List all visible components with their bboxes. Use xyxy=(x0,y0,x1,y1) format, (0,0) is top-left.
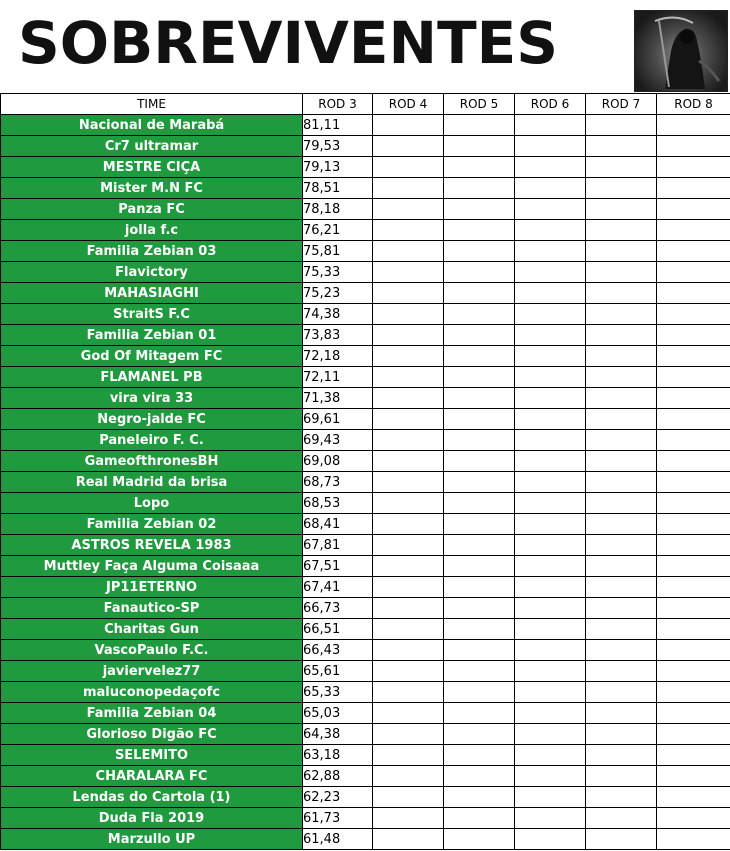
team-name-cell[interactable]: Flavictory xyxy=(1,262,303,283)
rod8-score-cell[interactable] xyxy=(657,430,730,451)
rod7-score-cell[interactable] xyxy=(586,661,657,682)
rod4-score-cell[interactable] xyxy=(373,514,444,535)
table-row[interactable] xyxy=(1,409,730,430)
table-row[interactable] xyxy=(1,766,730,787)
rod7-score-cell[interactable] xyxy=(586,157,657,178)
rod4-score-cell[interactable] xyxy=(373,472,444,493)
rod6-score-cell[interactable] xyxy=(515,115,586,136)
rod6-score-cell[interactable] xyxy=(515,703,586,724)
rod3-score-cell[interactable]: 69,08 xyxy=(303,451,373,472)
rod5-score-cell[interactable] xyxy=(444,430,515,451)
rod8-score-cell[interactable] xyxy=(657,598,730,619)
rod5-score-cell[interactable] xyxy=(444,304,515,325)
team-name-cell[interactable]: GameofthronesBH xyxy=(1,451,303,472)
table-row[interactable] xyxy=(1,787,730,808)
rod7-score-cell[interactable] xyxy=(586,703,657,724)
rod4-score-cell[interactable] xyxy=(373,199,444,220)
table-row[interactable] xyxy=(1,157,730,178)
rod4-score-cell[interactable] xyxy=(373,304,444,325)
table-row[interactable] xyxy=(1,199,730,220)
rod5-score-cell[interactable] xyxy=(444,367,515,388)
rod8-score-cell[interactable] xyxy=(657,115,730,136)
rod7-score-cell[interactable] xyxy=(586,787,657,808)
rod3-score-cell[interactable]: 67,81 xyxy=(303,535,373,556)
rod3-score-cell[interactable]: 66,43 xyxy=(303,640,373,661)
rod6-score-cell[interactable] xyxy=(515,241,586,262)
rod8-score-cell[interactable] xyxy=(657,577,730,598)
rod8-score-cell[interactable] xyxy=(657,661,730,682)
rod3-score-cell[interactable]: 81,11 xyxy=(303,115,373,136)
rod6-score-cell[interactable] xyxy=(515,409,586,430)
rod3-score-cell[interactable]: 62,88 xyxy=(303,766,373,787)
rod6-score-cell[interactable] xyxy=(515,493,586,514)
rod5-score-cell[interactable] xyxy=(444,493,515,514)
rod7-score-cell[interactable] xyxy=(586,199,657,220)
rod8-score-cell[interactable] xyxy=(657,829,730,850)
rod7-score-cell[interactable] xyxy=(586,304,657,325)
team-name-cell[interactable]: MESTRE CIÇA xyxy=(1,157,303,178)
rod8-score-cell[interactable] xyxy=(657,682,730,703)
rod3-score-cell[interactable]: 68,41 xyxy=(303,514,373,535)
rod5-score-cell[interactable] xyxy=(444,598,515,619)
rod7-score-cell[interactable] xyxy=(586,556,657,577)
rod4-score-cell[interactable] xyxy=(373,787,444,808)
team-name-cell[interactable]: jolla f.c xyxy=(1,220,303,241)
rod6-score-cell[interactable] xyxy=(515,325,586,346)
rod8-score-cell[interactable] xyxy=(657,619,730,640)
table-row[interactable] xyxy=(1,178,730,199)
col-header-rod8: ROD 8 xyxy=(657,94,730,115)
rod3-score-cell[interactable]: 67,41 xyxy=(303,577,373,598)
rod7-score-cell[interactable] xyxy=(586,430,657,451)
rod4-score-cell[interactable] xyxy=(373,493,444,514)
rod7-score-cell[interactable] xyxy=(586,829,657,850)
rod8-score-cell[interactable] xyxy=(657,451,730,472)
rod6-score-cell[interactable] xyxy=(515,388,586,409)
rod6-score-cell[interactable] xyxy=(515,640,586,661)
team-name-cell[interactable]: javiervelez77 xyxy=(1,661,303,682)
rod7-score-cell[interactable] xyxy=(586,724,657,745)
team-name-cell[interactable]: FLAMANEL PB xyxy=(1,367,303,388)
rod4-score-cell[interactable] xyxy=(373,598,444,619)
rod4-score-cell[interactable] xyxy=(373,115,444,136)
table-row[interactable] xyxy=(1,136,730,157)
team-name-cell[interactable]: Panza FC xyxy=(1,199,303,220)
table-row[interactable] xyxy=(1,346,730,367)
rod5-score-cell[interactable] xyxy=(444,241,515,262)
rod4-score-cell[interactable] xyxy=(373,808,444,829)
table-row[interactable] xyxy=(1,451,730,472)
team-name-cell[interactable]: Duda Fla 2019 xyxy=(1,808,303,829)
rod8-score-cell[interactable] xyxy=(657,514,730,535)
rod3-score-cell[interactable]: 72,18 xyxy=(303,346,373,367)
rod4-score-cell[interactable] xyxy=(373,451,444,472)
rod8-score-cell[interactable] xyxy=(657,493,730,514)
rod3-score-cell[interactable]: 67,51 xyxy=(303,556,373,577)
rod7-score-cell[interactable] xyxy=(586,598,657,619)
rod5-score-cell[interactable] xyxy=(444,787,515,808)
team-name-cell[interactable]: maluconopedaçofc xyxy=(1,682,303,703)
rod7-score-cell[interactable] xyxy=(586,451,657,472)
rod4-score-cell[interactable] xyxy=(373,829,444,850)
team-name-cell[interactable]: Charitas Gun xyxy=(1,619,303,640)
rod5-score-cell[interactable] xyxy=(444,409,515,430)
table-row[interactable] xyxy=(1,304,730,325)
team-name-cell[interactable]: vira vira 33 xyxy=(1,388,303,409)
team-name-cell[interactable]: Familia Zebian 04 xyxy=(1,703,303,724)
rod5-score-cell[interactable] xyxy=(444,640,515,661)
rod5-score-cell[interactable] xyxy=(444,283,515,304)
rod4-score-cell[interactable] xyxy=(373,766,444,787)
rod5-score-cell[interactable] xyxy=(444,136,515,157)
rod3-score-cell[interactable]: 78,51 xyxy=(303,178,373,199)
table-row[interactable] xyxy=(1,745,730,766)
rod4-score-cell[interactable] xyxy=(373,241,444,262)
rod7-score-cell[interactable] xyxy=(586,535,657,556)
rod7-score-cell[interactable] xyxy=(586,808,657,829)
team-name-cell[interactable]: ASTROS REVELA 1983 xyxy=(1,535,303,556)
rod8-score-cell[interactable] xyxy=(657,535,730,556)
table-row[interactable] xyxy=(1,367,730,388)
grim-reaper-icon xyxy=(634,10,728,92)
rod3-score-cell[interactable]: 73,83 xyxy=(303,325,373,346)
rod5-score-cell[interactable] xyxy=(444,766,515,787)
rod6-score-cell[interactable] xyxy=(515,619,586,640)
rod6-score-cell[interactable] xyxy=(515,157,586,178)
rod3-score-cell[interactable]: 61,48 xyxy=(303,829,373,850)
rod5-score-cell[interactable] xyxy=(444,745,515,766)
table-row[interactable] xyxy=(1,325,730,346)
col-header-rod7: ROD 7 xyxy=(586,94,657,115)
rod7-score-cell[interactable] xyxy=(586,766,657,787)
table-row[interactable] xyxy=(1,220,730,241)
rod5-score-cell[interactable] xyxy=(444,661,515,682)
rod5-score-cell[interactable] xyxy=(444,388,515,409)
rod8-score-cell[interactable] xyxy=(657,283,730,304)
rod4-score-cell[interactable] xyxy=(373,703,444,724)
table-row[interactable] xyxy=(1,640,730,661)
rod8-score-cell[interactable] xyxy=(657,157,730,178)
rod3-score-cell[interactable]: 69,61 xyxy=(303,409,373,430)
rod4-score-cell[interactable] xyxy=(373,409,444,430)
rod4-score-cell[interactable] xyxy=(373,535,444,556)
team-name-cell[interactable]: God Of Mitagem FC xyxy=(1,346,303,367)
rod7-score-cell[interactable] xyxy=(586,220,657,241)
rod6-score-cell[interactable] xyxy=(515,724,586,745)
rod6-score-cell[interactable] xyxy=(515,661,586,682)
rod3-score-cell[interactable]: 69,43 xyxy=(303,430,373,451)
rod6-score-cell[interactable] xyxy=(515,136,586,157)
rod6-score-cell[interactable] xyxy=(515,787,586,808)
table-row[interactable] xyxy=(1,598,730,619)
rod4-score-cell[interactable] xyxy=(373,577,444,598)
rod3-score-cell[interactable]: 75,81 xyxy=(303,241,373,262)
team-name-cell[interactable]: Lopo xyxy=(1,493,303,514)
standings-table xyxy=(0,93,730,850)
team-name-cell[interactable]: SELEMITO xyxy=(1,745,303,766)
rod4-score-cell[interactable] xyxy=(373,346,444,367)
rod3-score-cell[interactable]: 63,18 xyxy=(303,745,373,766)
rod6-score-cell[interactable] xyxy=(515,535,586,556)
rod8-score-cell[interactable] xyxy=(657,640,730,661)
table-row[interactable] xyxy=(1,577,730,598)
title-bar xyxy=(0,0,730,94)
rod5-score-cell[interactable] xyxy=(444,178,515,199)
rod8-score-cell[interactable] xyxy=(657,388,730,409)
rod5-score-cell[interactable] xyxy=(444,262,515,283)
table-row[interactable] xyxy=(1,829,730,850)
team-name-cell[interactable]: StraitS F.C xyxy=(1,304,303,325)
rod8-score-cell[interactable] xyxy=(657,556,730,577)
rod6-score-cell[interactable] xyxy=(515,682,586,703)
team-name-cell[interactable]: Glorioso Digão FC xyxy=(1,724,303,745)
rod5-score-cell[interactable] xyxy=(444,619,515,640)
rod6-score-cell[interactable] xyxy=(515,808,586,829)
rod6-score-cell[interactable] xyxy=(515,829,586,850)
rod7-score-cell[interactable] xyxy=(586,367,657,388)
rod7-score-cell[interactable] xyxy=(586,262,657,283)
table-row[interactable] xyxy=(1,241,730,262)
rod4-score-cell[interactable] xyxy=(373,262,444,283)
rod7-score-cell[interactable] xyxy=(586,325,657,346)
rod4-score-cell[interactable] xyxy=(373,661,444,682)
rod6-score-cell[interactable] xyxy=(515,598,586,619)
rod5-score-cell[interactable] xyxy=(444,220,515,241)
rod6-score-cell[interactable] xyxy=(515,577,586,598)
table-row[interactable] xyxy=(1,388,730,409)
rod3-score-cell[interactable]: 75,23 xyxy=(303,283,373,304)
rod7-score-cell[interactable] xyxy=(586,136,657,157)
rod6-score-cell[interactable] xyxy=(515,472,586,493)
rod8-score-cell[interactable] xyxy=(657,220,730,241)
team-name-cell[interactable]: Negro-jalde FC xyxy=(1,409,303,430)
table-row[interactable] xyxy=(1,472,730,493)
rod8-score-cell[interactable] xyxy=(657,178,730,199)
rod4-score-cell[interactable] xyxy=(373,430,444,451)
rod8-score-cell[interactable] xyxy=(657,367,730,388)
rod3-score-cell[interactable]: 66,51 xyxy=(303,619,373,640)
rod4-score-cell[interactable] xyxy=(373,178,444,199)
team-name-cell[interactable]: CHARALARA FC xyxy=(1,766,303,787)
rod4-score-cell[interactable] xyxy=(373,682,444,703)
table-row[interactable] xyxy=(1,682,730,703)
rod3-score-cell[interactable]: 62,23 xyxy=(303,787,373,808)
team-name-cell[interactable]: Cr7 ultramar xyxy=(1,136,303,157)
rod7-score-cell[interactable] xyxy=(586,283,657,304)
rod5-score-cell[interactable] xyxy=(444,346,515,367)
rod8-score-cell[interactable] xyxy=(657,304,730,325)
rod3-score-cell[interactable]: 68,53 xyxy=(303,493,373,514)
rod6-score-cell[interactable] xyxy=(515,430,586,451)
rod4-score-cell[interactable] xyxy=(373,136,444,157)
rod8-score-cell[interactable] xyxy=(657,703,730,724)
rod6-score-cell[interactable] xyxy=(515,304,586,325)
rod5-score-cell[interactable] xyxy=(444,829,515,850)
rod8-score-cell[interactable] xyxy=(657,766,730,787)
table-row[interactable] xyxy=(1,493,730,514)
rod7-score-cell[interactable] xyxy=(586,745,657,766)
table-row[interactable] xyxy=(1,619,730,640)
rod8-score-cell[interactable] xyxy=(657,199,730,220)
rod3-score-cell[interactable]: 72,11 xyxy=(303,367,373,388)
rod4-score-cell[interactable] xyxy=(373,640,444,661)
rod3-score-cell[interactable]: 61,73 xyxy=(303,808,373,829)
rod7-score-cell[interactable] xyxy=(586,241,657,262)
rod8-score-cell[interactable] xyxy=(657,409,730,430)
rod7-score-cell[interactable] xyxy=(586,346,657,367)
rod5-score-cell[interactable] xyxy=(444,724,515,745)
rod4-score-cell[interactable] xyxy=(373,220,444,241)
rod3-score-cell[interactable]: 64,38 xyxy=(303,724,373,745)
rod8-score-cell[interactable] xyxy=(657,136,730,157)
rod8-score-cell[interactable] xyxy=(657,346,730,367)
rod5-score-cell[interactable] xyxy=(444,556,515,577)
team-name-cell[interactable]: Mister M.N FC xyxy=(1,178,303,199)
rod4-score-cell[interactable] xyxy=(373,388,444,409)
rod3-score-cell[interactable]: 79,13 xyxy=(303,157,373,178)
rod6-score-cell[interactable] xyxy=(515,220,586,241)
team-name-cell[interactable]: Fanautico-SP xyxy=(1,598,303,619)
rod5-score-cell[interactable] xyxy=(444,199,515,220)
rod8-score-cell[interactable] xyxy=(657,241,730,262)
rod6-score-cell[interactable] xyxy=(515,766,586,787)
table-row[interactable] xyxy=(1,535,730,556)
rod4-score-cell[interactable] xyxy=(373,724,444,745)
rod6-score-cell[interactable] xyxy=(515,346,586,367)
rod4-score-cell[interactable] xyxy=(373,619,444,640)
team-name-cell[interactable]: Nacional de Marabá xyxy=(1,115,303,136)
rod7-score-cell[interactable] xyxy=(586,682,657,703)
rod3-score-cell[interactable]: 65,61 xyxy=(303,661,373,682)
rod3-score-cell[interactable]: 75,33 xyxy=(303,262,373,283)
team-name-cell[interactable]: JP11ETERNO xyxy=(1,577,303,598)
rod3-score-cell[interactable]: 65,33 xyxy=(303,682,373,703)
rod5-score-cell[interactable] xyxy=(444,451,515,472)
col-header-time: TIME xyxy=(1,94,303,115)
table-row[interactable] xyxy=(1,283,730,304)
col-header-rod5: ROD 5 xyxy=(444,94,515,115)
table-row[interactable] xyxy=(1,808,730,829)
rod5-score-cell[interactable] xyxy=(444,472,515,493)
rod5-score-cell[interactable] xyxy=(444,115,515,136)
rod3-score-cell[interactable]: 68,73 xyxy=(303,472,373,493)
rod7-score-cell[interactable] xyxy=(586,178,657,199)
rod5-score-cell[interactable] xyxy=(444,157,515,178)
table-row[interactable] xyxy=(1,661,730,682)
rod3-score-cell[interactable]: 78,18 xyxy=(303,199,373,220)
rod5-score-cell[interactable] xyxy=(444,325,515,346)
table-row[interactable] xyxy=(1,262,730,283)
rod7-score-cell[interactable] xyxy=(586,577,657,598)
rod4-score-cell[interactable] xyxy=(373,367,444,388)
rod8-score-cell[interactable] xyxy=(657,808,730,829)
team-name-cell[interactable]: VascoPaulo F.C. xyxy=(1,640,303,661)
table-row[interactable] xyxy=(1,703,730,724)
rod6-score-cell[interactable] xyxy=(515,367,586,388)
rod5-score-cell[interactable] xyxy=(444,535,515,556)
rod6-score-cell[interactable] xyxy=(515,199,586,220)
rod4-score-cell[interactable] xyxy=(373,556,444,577)
rod8-score-cell[interactable] xyxy=(657,262,730,283)
rod7-score-cell[interactable] xyxy=(586,409,657,430)
table-row[interactable] xyxy=(1,115,730,136)
rod5-score-cell[interactable] xyxy=(444,682,515,703)
rod7-score-cell[interactable] xyxy=(586,493,657,514)
rod3-score-cell[interactable]: 76,21 xyxy=(303,220,373,241)
rod3-score-cell[interactable]: 74,38 xyxy=(303,304,373,325)
header-row xyxy=(1,94,730,115)
rod5-score-cell[interactable] xyxy=(444,577,515,598)
rod6-score-cell[interactable] xyxy=(515,451,586,472)
rod6-score-cell[interactable] xyxy=(515,283,586,304)
rod7-score-cell[interactable] xyxy=(586,619,657,640)
rod7-score-cell[interactable] xyxy=(586,388,657,409)
col-header-rod6: ROD 6 xyxy=(515,94,586,115)
rod4-score-cell[interactable] xyxy=(373,745,444,766)
rod4-score-cell[interactable] xyxy=(373,283,444,304)
rod7-score-cell[interactable] xyxy=(586,640,657,661)
rod6-score-cell[interactable] xyxy=(515,178,586,199)
rod3-score-cell[interactable]: 65,03 xyxy=(303,703,373,724)
rod5-score-cell[interactable] xyxy=(444,514,515,535)
table-row[interactable] xyxy=(1,514,730,535)
rod5-score-cell[interactable] xyxy=(444,808,515,829)
team-name-cell[interactable]: Familia Zebian 02 xyxy=(1,514,303,535)
page-title: SOBREVIVENTES xyxy=(18,9,559,77)
rod7-score-cell[interactable] xyxy=(586,115,657,136)
rod7-score-cell[interactable] xyxy=(586,514,657,535)
team-name-cell[interactable]: MAHASIAGHI xyxy=(1,283,303,304)
team-name-cell[interactable]: Familia Zebian 03 xyxy=(1,241,303,262)
table-row[interactable] xyxy=(1,556,730,577)
table-row[interactable] xyxy=(1,430,730,451)
rod8-score-cell[interactable] xyxy=(657,787,730,808)
rod5-score-cell[interactable] xyxy=(444,703,515,724)
rod3-score-cell[interactable]: 79,53 xyxy=(303,136,373,157)
rod6-score-cell[interactable] xyxy=(515,745,586,766)
col-header-rod3: ROD 3 xyxy=(303,94,373,115)
table-row[interactable] xyxy=(1,724,730,745)
rod6-score-cell[interactable] xyxy=(515,556,586,577)
rod6-score-cell[interactable] xyxy=(515,514,586,535)
rod4-score-cell[interactable] xyxy=(373,157,444,178)
team-name-cell[interactable]: Marzullo UP xyxy=(1,829,303,850)
rod8-score-cell[interactable] xyxy=(657,724,730,745)
rod3-score-cell[interactable]: 71,38 xyxy=(303,388,373,409)
rod6-score-cell[interactable] xyxy=(515,262,586,283)
team-name-cell[interactable]: Muttley Faça Alguma Coisaaa xyxy=(1,556,303,577)
rod8-score-cell[interactable] xyxy=(657,325,730,346)
rod8-score-cell[interactable] xyxy=(657,472,730,493)
rod8-score-cell[interactable] xyxy=(657,745,730,766)
rod3-score-cell[interactable]: 66,73 xyxy=(303,598,373,619)
team-name-cell[interactable]: Familia Zebian 01 xyxy=(1,325,303,346)
rod7-score-cell[interactable] xyxy=(586,472,657,493)
team-name-cell[interactable]: Real Madrid da brisa xyxy=(1,472,303,493)
rod4-score-cell[interactable] xyxy=(373,325,444,346)
col-header-rod4: ROD 4 xyxy=(373,94,444,115)
team-name-cell[interactable]: Lendas do Cartola (1) xyxy=(1,787,303,808)
team-name-cell[interactable]: Paneleiro F. C. xyxy=(1,430,303,451)
